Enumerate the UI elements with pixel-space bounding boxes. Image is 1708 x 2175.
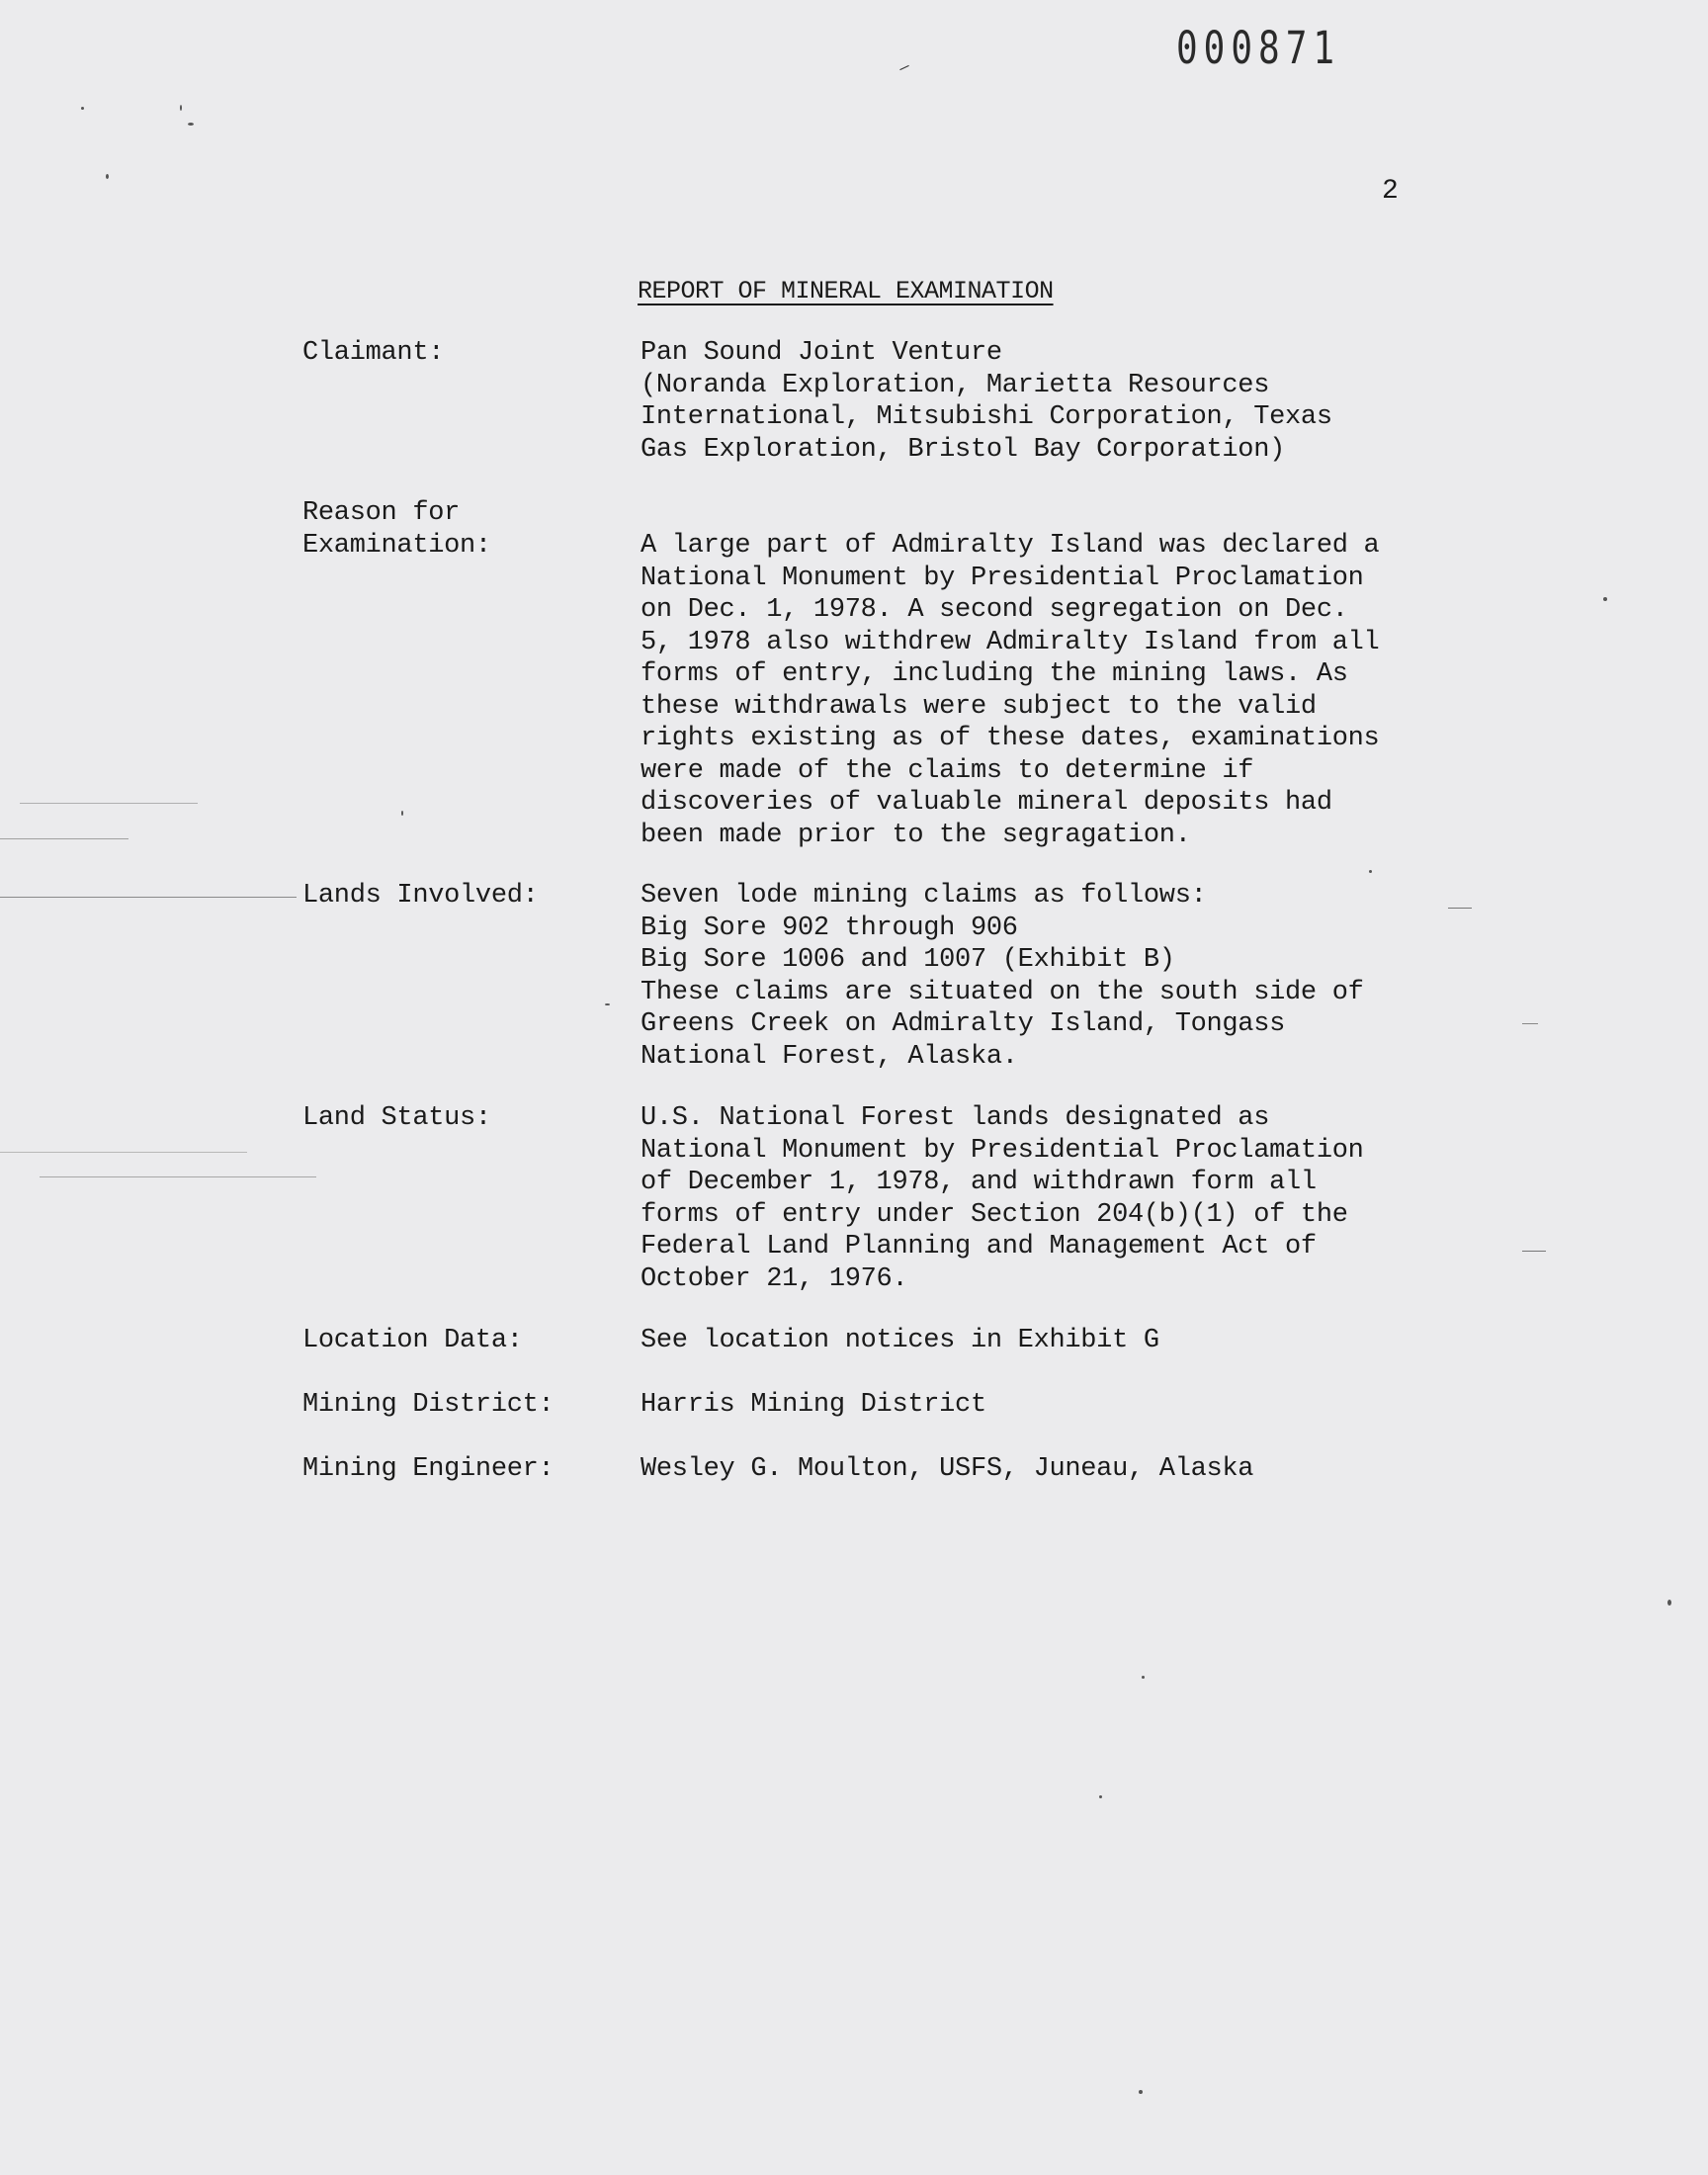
scan-artifact-line	[40, 1176, 316, 1177]
scan-artifact-line	[899, 65, 908, 70]
scan-artifact-line	[0, 1152, 247, 1153]
report-title: REPORT OF MINERAL EXAMINATION	[638, 277, 1054, 305]
land-status-label: Land Status:	[302, 1103, 491, 1133]
scan-artifact-line	[1522, 1251, 1546, 1252]
scan-speck	[1139, 2090, 1143, 2094]
scan-artifact-line	[1522, 1023, 1538, 1024]
scan-speck	[1142, 1676, 1145, 1679]
scan-artifact-line	[0, 897, 297, 898]
mining-district-value: Harris Mining District	[640, 1390, 986, 1420]
scan-speck	[605, 1003, 610, 1005]
claimant-label: Claimant:	[302, 338, 445, 368]
scan-artifact-line	[0, 838, 128, 839]
scan-speck	[180, 105, 182, 111]
lands-involved-value: Seven lode mining claims as follows: Big Sore 902 through 906 Big Sore 1006 and 1007 (Exhibit B) These claims are situated on the south side of Greens Creek on Admiralty Island, Tongass National Forest, Alaska.	[640, 881, 1364, 1072]
mining-engineer-value: Wesley G. Moulton, USFS, Juneau, Alaska	[640, 1454, 1254, 1484]
claimant-value: Pan Sound Joint Venture (Noranda Exploration, Marietta Resources International, Mitsubishi Corporation, Texas Gas Exploration, Bristol Bay Corporation)	[640, 338, 1332, 465]
mining-engineer-label: Mining Engineer:	[302, 1454, 555, 1484]
scan-speck	[1603, 597, 1607, 601]
scan-speck	[1369, 870, 1372, 873]
scan-speck	[1099, 1795, 1102, 1798]
scan-artifact-line	[1448, 908, 1472, 909]
scan-speck	[188, 123, 194, 126]
page-number: 2	[1382, 176, 1399, 207]
scan-artifact-line	[20, 803, 198, 804]
scan-speck	[81, 107, 84, 110]
reason-label: Reason for Examination:	[302, 498, 491, 561]
mining-district-label: Mining District:	[302, 1390, 555, 1420]
location-data-label: Location Data:	[302, 1326, 523, 1355]
scan-speck	[1667, 1600, 1671, 1606]
scan-speck	[401, 811, 403, 816]
location-data-value: See location notices in Exhibit G	[640, 1326, 1159, 1355]
lands-involved-label: Lands Involved:	[302, 881, 539, 911]
land-status-value: U.S. National Forest lands designated as National Monument by Presidential Proclamation of December 1, 1978, and withdrawn form all forms of entry under Section 204(b)(1) of the Federal Land Planning and Management Act of October 21, 1976.	[640, 1103, 1364, 1294]
reason-value: A large part of Admiralty Island was declared a National Monument by Presidential Proclamation on Dec. 1, 1978. A second segregation on Dec. 5, 1978 also withdrew Admiralty Island from all forms of entry, including the mining laws. As these withdrawals were subject to the valid rights existing as of these dates, examinations were made of the claims to determine if discoveries of valuable mineral deposits had been made prior to the segragation.	[640, 531, 1380, 850]
bates-stamp-number: 000871	[1176, 24, 1341, 75]
scan-speck	[106, 174, 109, 179]
